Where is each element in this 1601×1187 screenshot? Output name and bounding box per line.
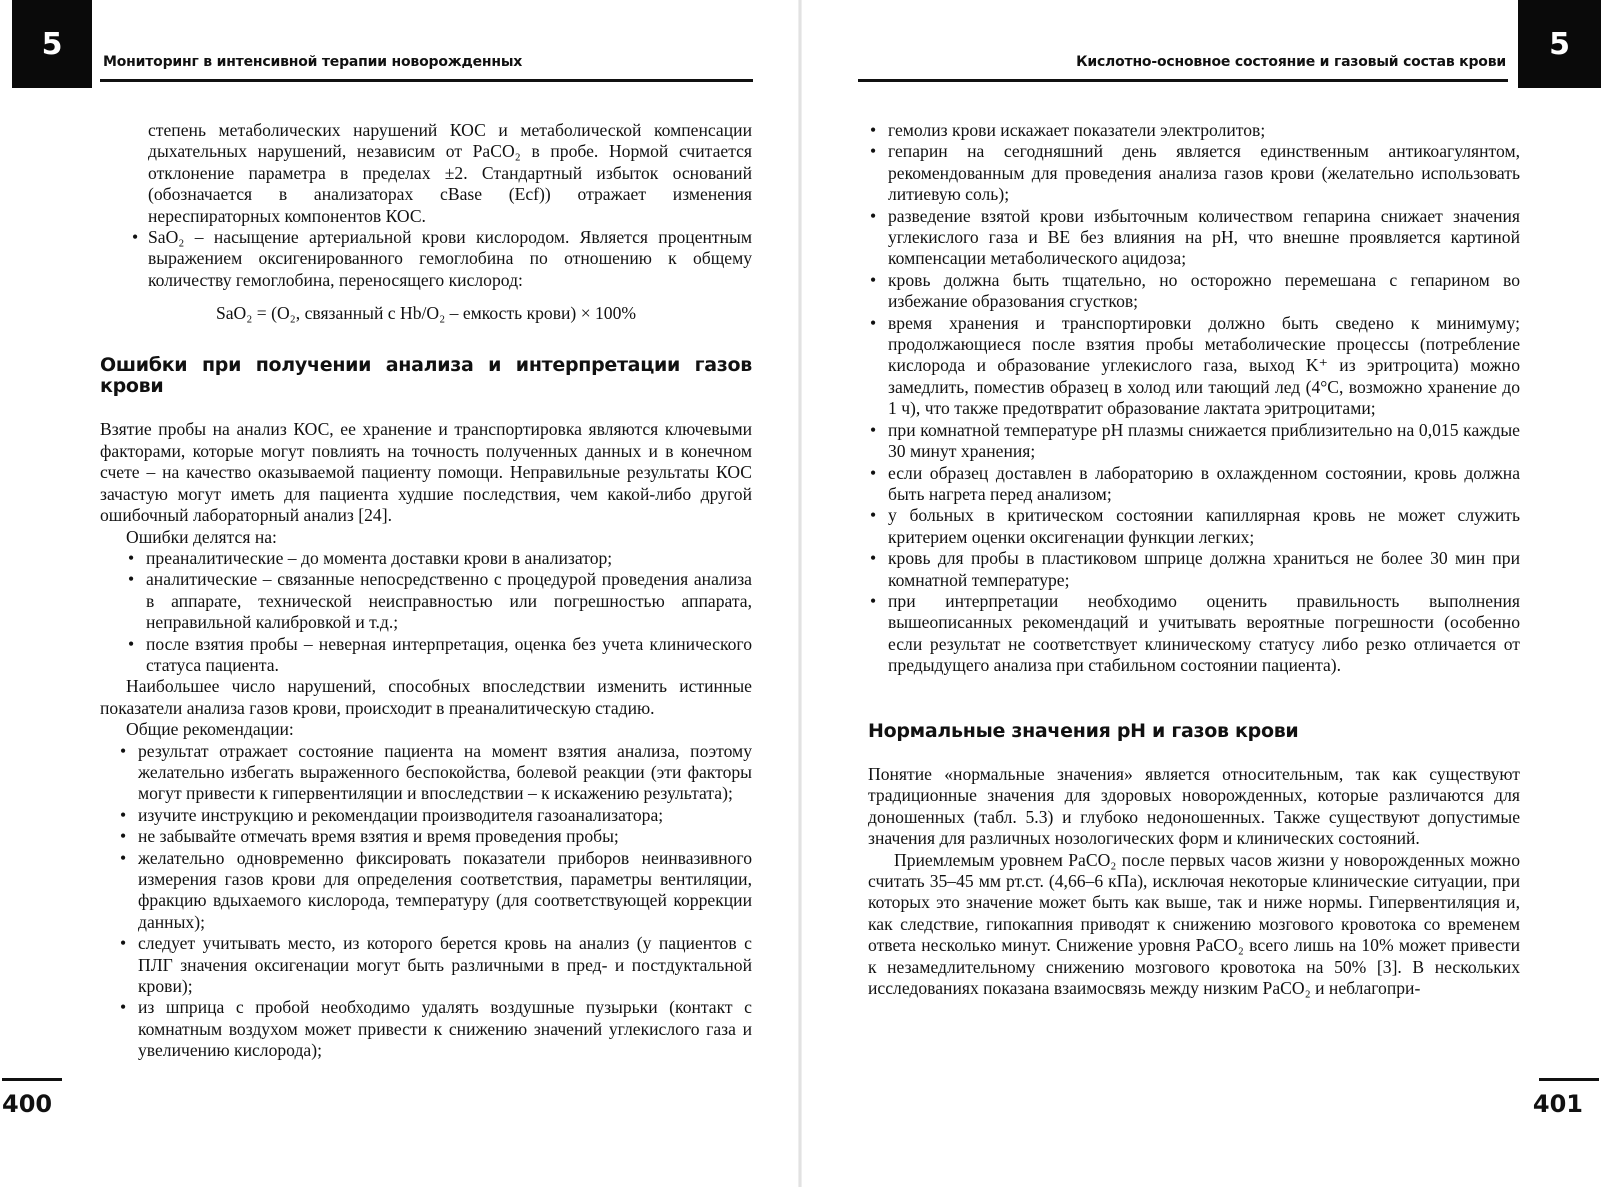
page-number: 401 — [1532, 1090, 1583, 1118]
list-item: • SaO₂ – насыщение артериальной крови кислородом. Является процентным выражением оксигенированного гемоглобина по отношению к общему количеству гемоглобина, переносящего кислород: — [130, 227, 752, 291]
paragraph: Приемлемым уровнем PaCO₂ после первых часов жизни у новорожденных можно считать 35–45 мм рт.ст. (4,66–6 кПа), исключая некоторые клинические ситуации, при которых это значение может быть как выше, так и ниже нормы. Гипервентиляция и, как следствие, гипокапния приводят к снижению мозгового кровотока со временем ответа несколько минут. Снижение уровня PaCO₂ всего лишь на 10% может привести к незамедлительному снижению мозгового кровотока на 50% [3]. В нескольких исследованиях показана взаимосвязь между низким PaCO₂ и неблагопри- — [868, 849, 1520, 999]
left-page — [0, 0, 800, 1187]
footer-rule — [2, 1078, 62, 1081]
list-item: • гепарин на сегодняшний день является единственным антикоагулянтом, рекомендованным для проведения анализа газов крови (желательно использовать литиевую соль); — [868, 141, 1520, 205]
right-page — [800, 0, 1601, 1187]
running-title: Мониторинг в интенсивной терапии новорожденных — [103, 54, 523, 70]
header-rule — [100, 79, 753, 82]
list-item: • кровь должна быть тщательно, но осторожно перемешана с гепарином во избежание образования сгустков; — [868, 270, 1520, 313]
chapter-tab: 5 — [1518, 0, 1601, 88]
list-item: • время хранения и транспортировки должно быть сведено к минимуму; продолжающиеся после взятия пробы метаболические процессы (потребление кислорода и образование углекислого газа, выход K⁺ из эритроцита) можно замедлить, поместив образец в холод или тающий лед (4°C, возможно хранение до 1 ч), что также предотвратит образование лактата эритроцитами; — [868, 313, 1520, 420]
errors-intro: Ошибки делятся на: — [126, 526, 277, 547]
precautions-list — [868, 120, 1520, 677]
list-item: • если образец доставлен в лабораторию в охлажденном состоянии, кровь должна быть нагрета перед анализом; — [868, 463, 1520, 506]
running-title: Кислотно-основное состояние и газовый состав крови — [1076, 54, 1506, 70]
list-item: • кровь для пробы в пластиковом шприце должна храниться не более 30 мин при комнатной температуре; — [868, 548, 1520, 591]
list-item: • не забывайте отмечать время взятия и время проведения пробы; — [118, 826, 752, 847]
list-item: • из шприца с пробой необходимо удалять воздушные пузырьки (контакт с комнатным воздухом может привести к снижению значений углекислого газа и увеличению кислорода); — [118, 997, 752, 1061]
list-item: • при интерпретации необходимо оценить правильность выполнения вышеописанных рекомендаций и учитывать вероятные погрешности (особенно если результат не соответствует клиническому статусу либо резко отличается от предыдущего анализа при стабильном состоянии пациента). — [868, 591, 1520, 677]
chapter-tab: 5 — [12, 0, 92, 88]
sao2-list — [100, 227, 752, 291]
list-item: • желательно одновременно фиксировать показатели приборов неинвазивного измерения газов крови для определения соответствия, параметры вентиляции, фракцию вдыхаемого кислорода, температуру (для соответствующей коррекции данных); — [118, 848, 752, 934]
header-rule — [858, 79, 1508, 82]
list-item: • результат отражает состояние пациента на момент взятия анализа, поэтому желательно избегать выраженного беспокойства, болевой реакции (эти факторы могут привести к гипервентиляции и впоследствии – к искажению результата); — [118, 741, 752, 805]
paragraph: Взятие пробы на анализ КОС, ее хранение и транспортировка являются ключевыми факторами, которые могут повлиять на точность полученных данных и в конечном счете – на качество оказываемой пациенту помощи. Неправильные результаты КОС зачастую могут иметь для пациента худшие последствия, чем какой-либо другой ошибочный лабораторный анализ [24]. — [100, 419, 752, 526]
list-item: • после взятия пробы – неверная интерпретация, оценка без учета клинического статуса пациента. — [126, 634, 752, 677]
paragraph: Наибольшее число нарушений, способных впоследствии изменить истинные показатели анализа газов крови, происходит в преаналитическую стадию. — [100, 676, 752, 718]
list-item: • изучите инструкцию и рекомендации производителя газоанализатора; — [118, 805, 752, 826]
list-item: • при комнатной температуре pH плазмы снижается приблизительно на 0,015 каждые 30 минут хранения; — [868, 420, 1520, 463]
errors-list — [100, 548, 752, 676]
list-item: • аналитические – связанные непосредственно с процедурой проведения анализа в аппарате, технической неисправностью или погрешностью аппарата, неправильной калибровкой и т.д.; — [126, 569, 752, 633]
list-item: • у больных в критическом состоянии капиллярная кровь не может служить критерием оценки оксигенации функции легких; — [868, 505, 1520, 548]
left-body — [100, 120, 752, 1062]
footer-rule — [1539, 1078, 1599, 1081]
page-number: 400 — [2, 1090, 53, 1118]
list-item: • гемолиз крови искажает показатели электролитов; — [868, 120, 1520, 141]
list-item: • разведение взятой крови избыточным количеством гепарина снижает значения углекислого газа и BE без влияния на pH, что внешне проявляется картиной компенсации метаболического ацидоза; — [868, 206, 1520, 270]
intro-paragraph: степень метаболических нарушений КОС и метаболической компенсации дыхательных нарушений, независим от PaCO₂ в пробе. Нормой считается отклонение параметра в пределах ±2. Стандартный избыток оснований (обозначается в анализаторах cBase (Ecf)) отражает изменения нереспираторных компонентов КОС. — [148, 120, 752, 226]
sao2-formula: SaO₂ = (O₂, связанный с Hb/O₂ – емкость крови) × 100% — [215, 303, 637, 324]
section-heading: Ошибки при получении анализа и интерпретации газов крови — [100, 353, 752, 398]
list-item: • следует учитывать место, из которого берется кровь на анализ (у пациентов с ПЛГ значения оксигенации могут быть различными в пред- и постдуктальной крови); — [118, 933, 752, 997]
paragraph: Понятие «нормальные значения» является относительным, так как существуют традиционные значения для здоровых новорожденных, которые различаются для доношенных (табл. 5.3) и глубоко недоношенных. Также существуют допустимые значения для различных нозологических форм и клинических состояний. — [868, 763, 1520, 849]
reco-intro: Общие рекомендации: — [126, 719, 294, 740]
section-heading: Нормальные значения pH и газов крови — [868, 719, 1299, 742]
list-item: • преаналитические – до момента доставки крови в анализатор; — [126, 548, 752, 569]
recommendations-list — [100, 741, 752, 1062]
right-body — [868, 120, 1520, 999]
